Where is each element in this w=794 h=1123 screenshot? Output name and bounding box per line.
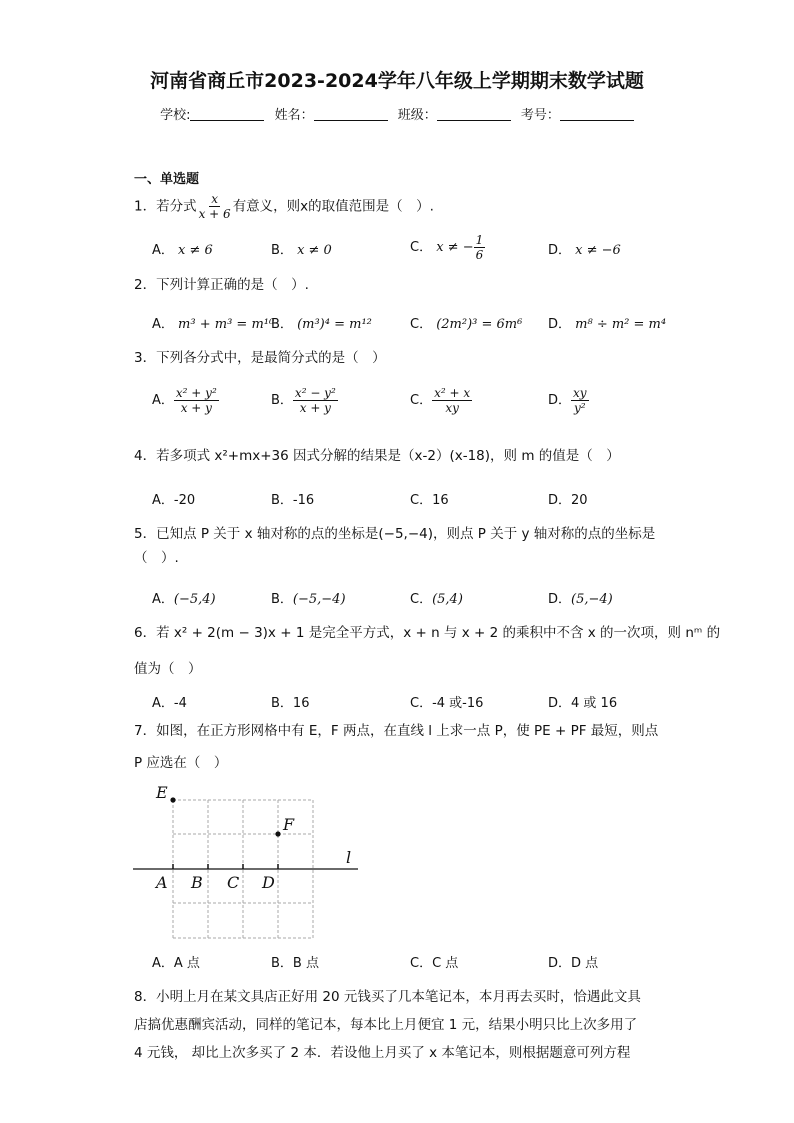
q3-option-d[interactable]: D． $\frac{xy}{\text{y²}}$ xyxy=(548,386,587,415)
q2-option-a[interactable]: A． m³ + m³ = m¹⁰ xyxy=(152,317,275,332)
label-c: C xyxy=(227,873,240,892)
q7-option-b[interactable]: B．B 点 xyxy=(271,956,319,971)
q1-option-d[interactable]: D． x ≠ −6 xyxy=(548,243,621,258)
point-f xyxy=(275,831,280,836)
q6-option-a[interactable]: A．-4 xyxy=(152,696,187,711)
question-4: 4．若多项式 x²+mx+36 因式分解的结果是（x-2）(x-18)，则 m 的值是（ ） xyxy=(134,448,620,464)
question-8: 8．小明上月在某文具店正好用 20 元钱买了几本笔记本，本月再去买时，恰遇此文具 店搞优惠酬宾活动，同样的笔记本，每本比上月便宜 1 元，结果小明只比上次多用了 4 元钱， 却比上次多买了 2 本．若设他上月买了 x 本笔记本，则根据题意可列方程 xyxy=(134,989,641,1061)
q5-option-b[interactable]: B．(−5,−4) xyxy=(271,592,346,607)
q1-fraction: $\frac{x}{x + 6}$ xyxy=(198,192,231,221)
question-1: 1．若分式 $\frac{x}{x + 6}$ 有意义，则x的取值范围是（ ）. xyxy=(134,192,434,221)
label-a: A xyxy=(156,873,168,892)
label-f: F xyxy=(283,815,295,834)
exam-title: 河南省商丘市2023-2024学年八年级上学期期末数学试题 xyxy=(150,70,644,92)
q2-option-d[interactable]: D． m⁸ ÷ m² = m⁴ xyxy=(548,317,667,332)
q7-option-d[interactable]: D．D 点 xyxy=(548,956,599,971)
name-field[interactable]: 姓名： xyxy=(275,104,388,123)
student-info-row xyxy=(0,104,794,123)
q5-option-a[interactable]: A．(−5,4) xyxy=(152,592,216,607)
q1-option-a[interactable]: A． x ≠ 6 xyxy=(152,243,213,258)
q4-option-c[interactable]: C．16 xyxy=(410,493,449,508)
question-6: 6．若 x² + 2(m − 3)x + 1 是完全平方式，x + n 与 x + 2 的乘积中不含 x 的一次项，则 nᵐ 的 值为（ ） xyxy=(134,625,721,677)
q2-option-b[interactable]: B． (m³)⁴ = m¹² xyxy=(271,317,372,332)
q2-option-c[interactable]: C． (2m²)³ = 6m⁶ xyxy=(410,317,523,332)
q5-option-d[interactable]: D．(5,−4) xyxy=(548,592,613,607)
question-2: 2．下列计算正确的是（ ）. xyxy=(134,277,309,293)
q3-option-a[interactable]: A． $\frac{\text{x² + y²}}{x + y}$ xyxy=(152,386,217,415)
q6-option-d[interactable]: D．4 或 16 xyxy=(548,696,618,711)
q6-option-c[interactable]: C．-4 或-16 xyxy=(410,696,484,711)
q4-option-a[interactable]: A．-20 xyxy=(152,493,196,508)
q4-option-b[interactable]: B．-16 xyxy=(271,493,315,508)
label-l: l xyxy=(346,848,352,867)
q7-option-c[interactable]: C．C 点 xyxy=(410,956,459,971)
label-e: E xyxy=(156,783,168,802)
q1-option-c[interactable]: C． x ≠ − $\frac{1}{6}$ xyxy=(410,233,484,262)
tick-marks xyxy=(173,864,278,869)
q4-option-d[interactable]: D．20 xyxy=(548,493,588,508)
school-field[interactable]: 学校: xyxy=(160,104,264,123)
class-field[interactable]: 班级： xyxy=(398,104,511,123)
section-heading: 一、单选题 xyxy=(134,172,200,187)
label-b: B xyxy=(191,873,203,892)
q1-option-b[interactable]: B． x ≠ 0 xyxy=(271,243,332,258)
grid-figure xyxy=(130,780,370,945)
point-e xyxy=(170,797,175,802)
q3-option-c[interactable]: C． $\frac{\text{x² + x}}{xy}$ xyxy=(410,386,471,415)
exam-number-field[interactable]: 考号： xyxy=(521,104,634,123)
q7-option-a[interactable]: A．A 点 xyxy=(152,956,200,971)
label-d: D xyxy=(262,873,275,892)
q3-option-b[interactable]: B． $\frac{\text{x² − y²}}{x + y}$ xyxy=(271,386,336,415)
question-3: 3．下列各分式中，是最简分式的是（ ） xyxy=(134,350,386,366)
q6-option-b[interactable]: B．16 xyxy=(271,696,310,711)
question-7: 7．如图，在正方形网格中有 E，F 两点，在直线 l 上求一点 P，使 PE + PF 最短，则点 P 应选在（ ） xyxy=(134,723,659,771)
q5-option-c[interactable]: C．(5,4) xyxy=(410,592,463,607)
question-5: 5．已知点 P 关于 x 轴对称的点的坐标是(−5,−4)，则点 P 关于 y 轴对称的点的坐标是 （ ）. xyxy=(134,526,656,566)
